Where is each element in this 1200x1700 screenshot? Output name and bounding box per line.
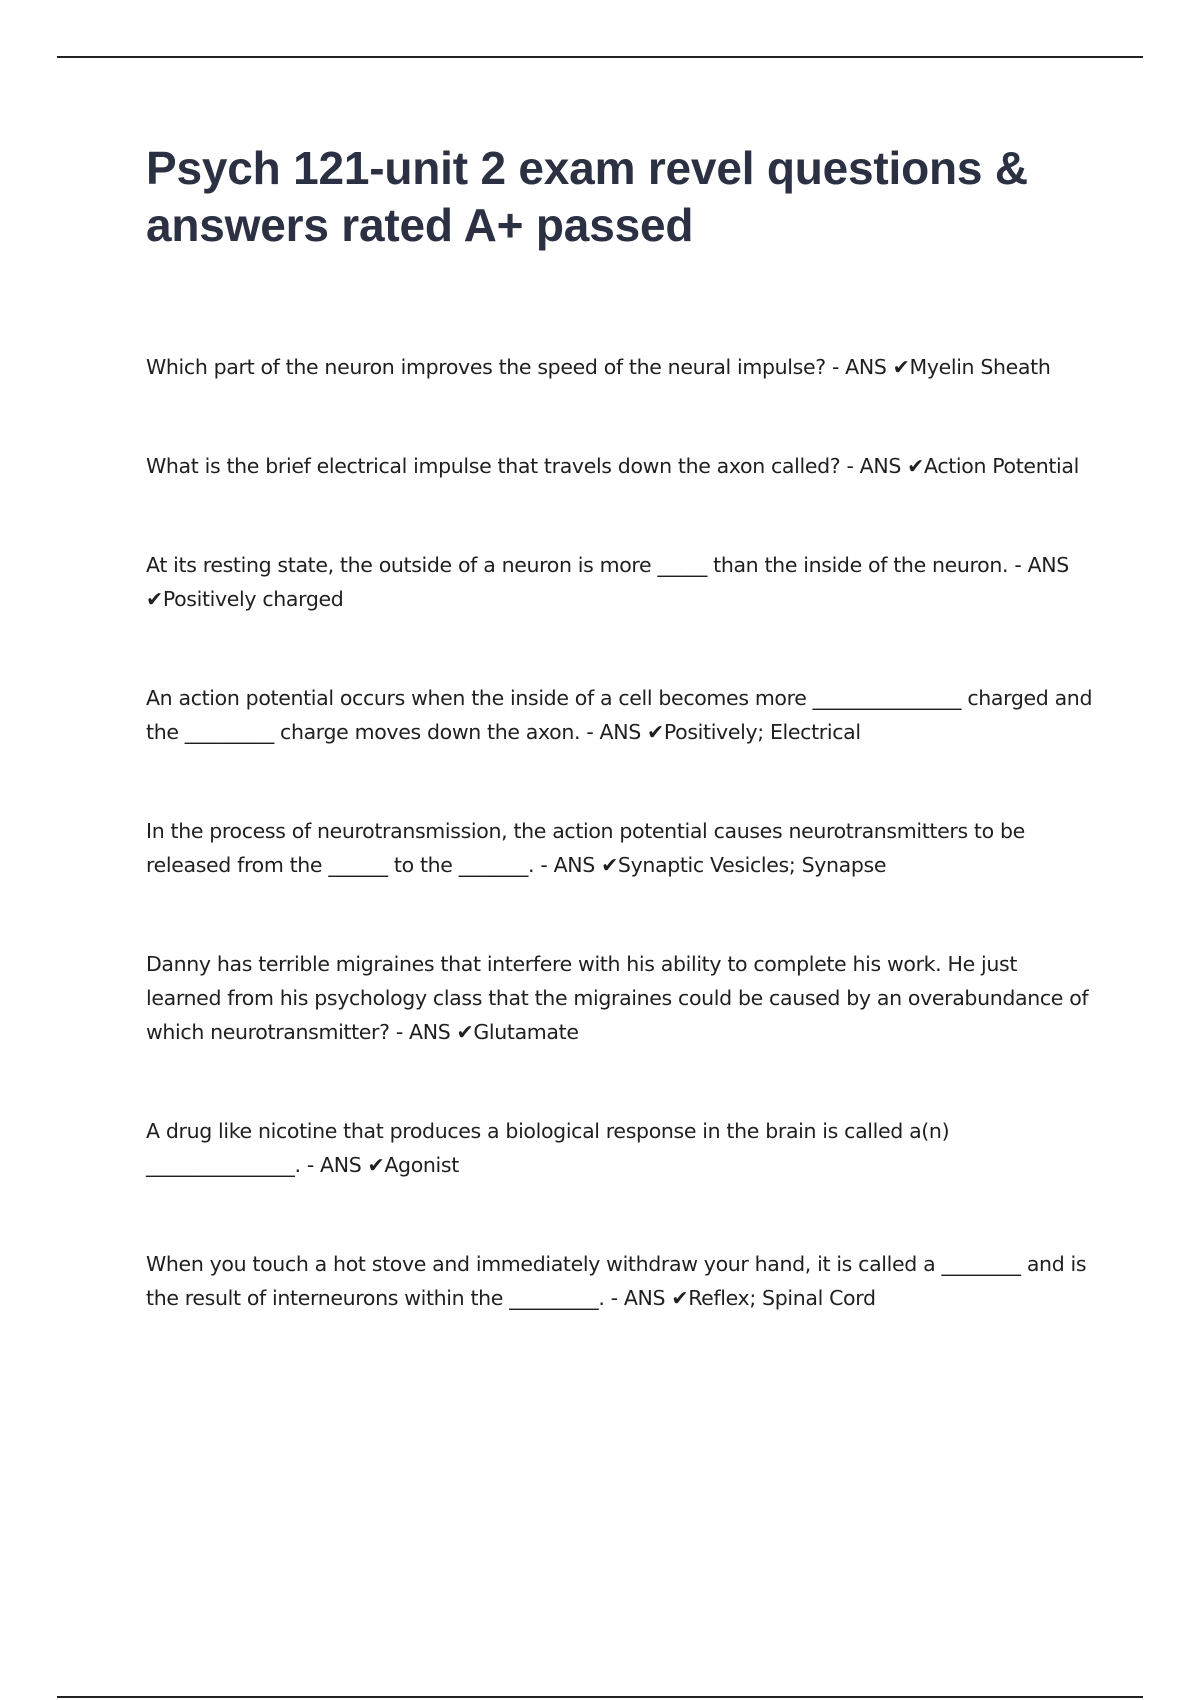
answer-text: Agonist [384, 1153, 459, 1177]
answer-text: Action Potential [924, 454, 1079, 478]
document-title: Psych 121-unit 2 exam revel questions & answers rated A+ passed [146, 142, 1028, 251]
ans-label: - ANS [580, 720, 648, 744]
answer-text: Positively; Electrical [663, 720, 861, 744]
check-icon: ✔ [647, 720, 664, 744]
ans-label: - ANS [300, 1153, 368, 1177]
question-text: A drug like nicotine that produces a biological response in the brain is called a(n) _______________. [146, 1119, 950, 1177]
ans-label: - ANS [389, 1020, 457, 1044]
question-text: An action potential occurs when the inside of a cell becomes more _______________ charged and the _________ charge moves down the axon. [146, 686, 1093, 744]
check-icon: ✔ [907, 454, 924, 478]
question-text: In the process of neurotransmission, the action potential causes neurotransmitters to be released from the ______ to the _______. [146, 819, 1025, 877]
qa-item [146, 1247, 1096, 1315]
bottom-rule [57, 1696, 1143, 1698]
qa-item [146, 350, 1096, 384]
answer-text: Reflex; Spinal Cord [688, 1286, 876, 1310]
answer-text: Synaptic Vesicles; Synapse [617, 853, 887, 877]
ans-label: - ANS [840, 454, 908, 478]
ans-label: - ANS [825, 355, 893, 379]
qa-item [146, 548, 1096, 616]
qa-item [146, 947, 1096, 1049]
check-icon: ✔ [456, 1020, 474, 1044]
answer-text: Glutamate [473, 1020, 579, 1044]
check-icon: ✔ [601, 853, 618, 877]
check-icon: ✔ [671, 1286, 689, 1310]
answer-text: Positively charged [162, 587, 344, 611]
ans-label: - ANS [604, 1286, 672, 1310]
check-icon: ✔ [146, 587, 163, 611]
ans-label: - ANS [534, 853, 602, 877]
question-text: When you touch a hot stove and immediately withdraw your hand, it is called a ________ and is the result of interneurons within the _________. [146, 1252, 1087, 1310]
document-body [146, 140, 1096, 1315]
qa-item [146, 1114, 1096, 1182]
check-icon: ✔ [367, 1153, 385, 1177]
check-icon: ✔ [892, 355, 910, 379]
ans-label: - ANS [1008, 553, 1069, 577]
question-text: What is the brief electrical impulse that travels down the axon called? [146, 454, 841, 478]
question-text: At its resting state, the outside of a neuron is more _____ than the inside of the neuron. [146, 553, 1009, 577]
answer-text: Myelin Sheath [909, 355, 1051, 379]
question-text: Danny has terrible migraines that interfere with his ability to complete his work. He just learned from his psychology class that the migraines could be caused by an overabundance of which neurotransmitter? [146, 952, 1089, 1044]
qa-item [146, 814, 1096, 882]
qa-item [146, 681, 1096, 749]
top-rule [57, 56, 1143, 58]
qa-item [146, 449, 1096, 483]
qa-list [146, 350, 1096, 1315]
question-text: Which part of the neuron improves the speed of the neural impulse? [146, 355, 826, 379]
